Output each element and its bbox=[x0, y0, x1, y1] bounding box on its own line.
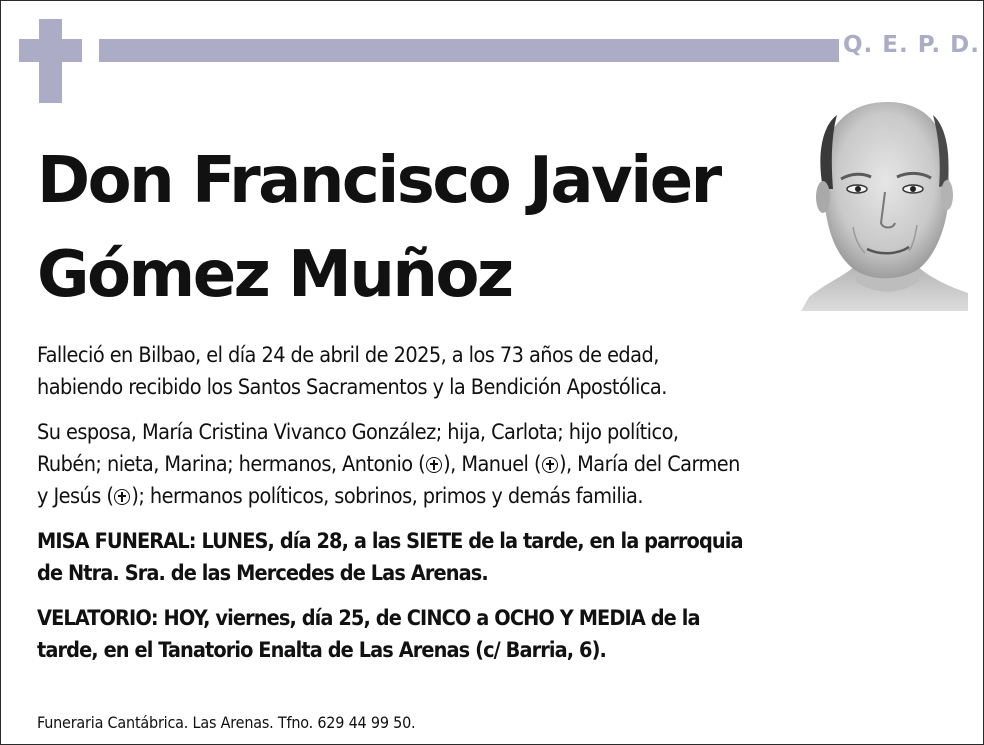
deceased-name bbox=[37, 134, 797, 322]
deceased-cross-icon bbox=[542, 457, 558, 473]
announcement-body bbox=[37, 340, 957, 667]
latin-cross-icon bbox=[19, 19, 82, 103]
wake-paragraph bbox=[37, 603, 957, 667]
qepd-label: Q. E. P. D. bbox=[843, 32, 980, 58]
deceased-cross-icon bbox=[426, 457, 442, 473]
deceased-cross-icon bbox=[114, 489, 130, 505]
mass-line-2: de Ntra. Sra. de las Mercedes de Las Arenas. bbox=[37, 561, 488, 586]
wake-line-2: tarde, en el Tanatorio Enalta de Las Arenas (c/ Barria, 6). bbox=[37, 638, 606, 663]
header-divider-bar bbox=[99, 39, 839, 62]
family-paragraph bbox=[37, 417, 957, 513]
deceased-photo bbox=[801, 97, 968, 311]
family-line-3b: ); hermanos políticos, sobrinos, primos y demás familia. bbox=[131, 484, 643, 509]
deceased-name-line2: Gómez Muñoz bbox=[37, 238, 512, 312]
family-line-1: Su esposa, María Cristina Vivanco González; hija, Carlota; hijo político, bbox=[37, 420, 679, 445]
death-paragraph bbox=[37, 340, 957, 404]
family-line-3a: y Jesús ( bbox=[37, 484, 114, 509]
wake-line-1: VELATORIO: HOY, viernes, día 25, de CINCO a OCHO Y MEDIA de la bbox=[37, 606, 700, 631]
mass-paragraph bbox=[37, 526, 957, 590]
family-line-2b: ), Manuel ( bbox=[443, 452, 541, 477]
family-line-2a: Rubén; nieta, Marina; hermanos, Antonio ( bbox=[37, 452, 426, 477]
mass-line-1: MISA FUNERAL: LUNES, día 28, a las SIETE de la tarde, en la parroquia bbox=[37, 529, 743, 554]
family-line-2c: ), María del Carmen bbox=[558, 452, 740, 477]
funeral-home-footer: Funeraria Cantábrica. Las Arenas. Tfno. 629 44 99 50. bbox=[37, 713, 416, 732]
death-line-1: Falleció en Bilbao, el día 24 de abril de 2025, a los 73 años de edad, bbox=[37, 343, 659, 368]
death-line-2: habiendo recibido los Santos Sacramentos y la Bendición Apostólica. bbox=[37, 375, 667, 400]
deceased-name-line1: Don Francisco Javier bbox=[37, 144, 720, 218]
